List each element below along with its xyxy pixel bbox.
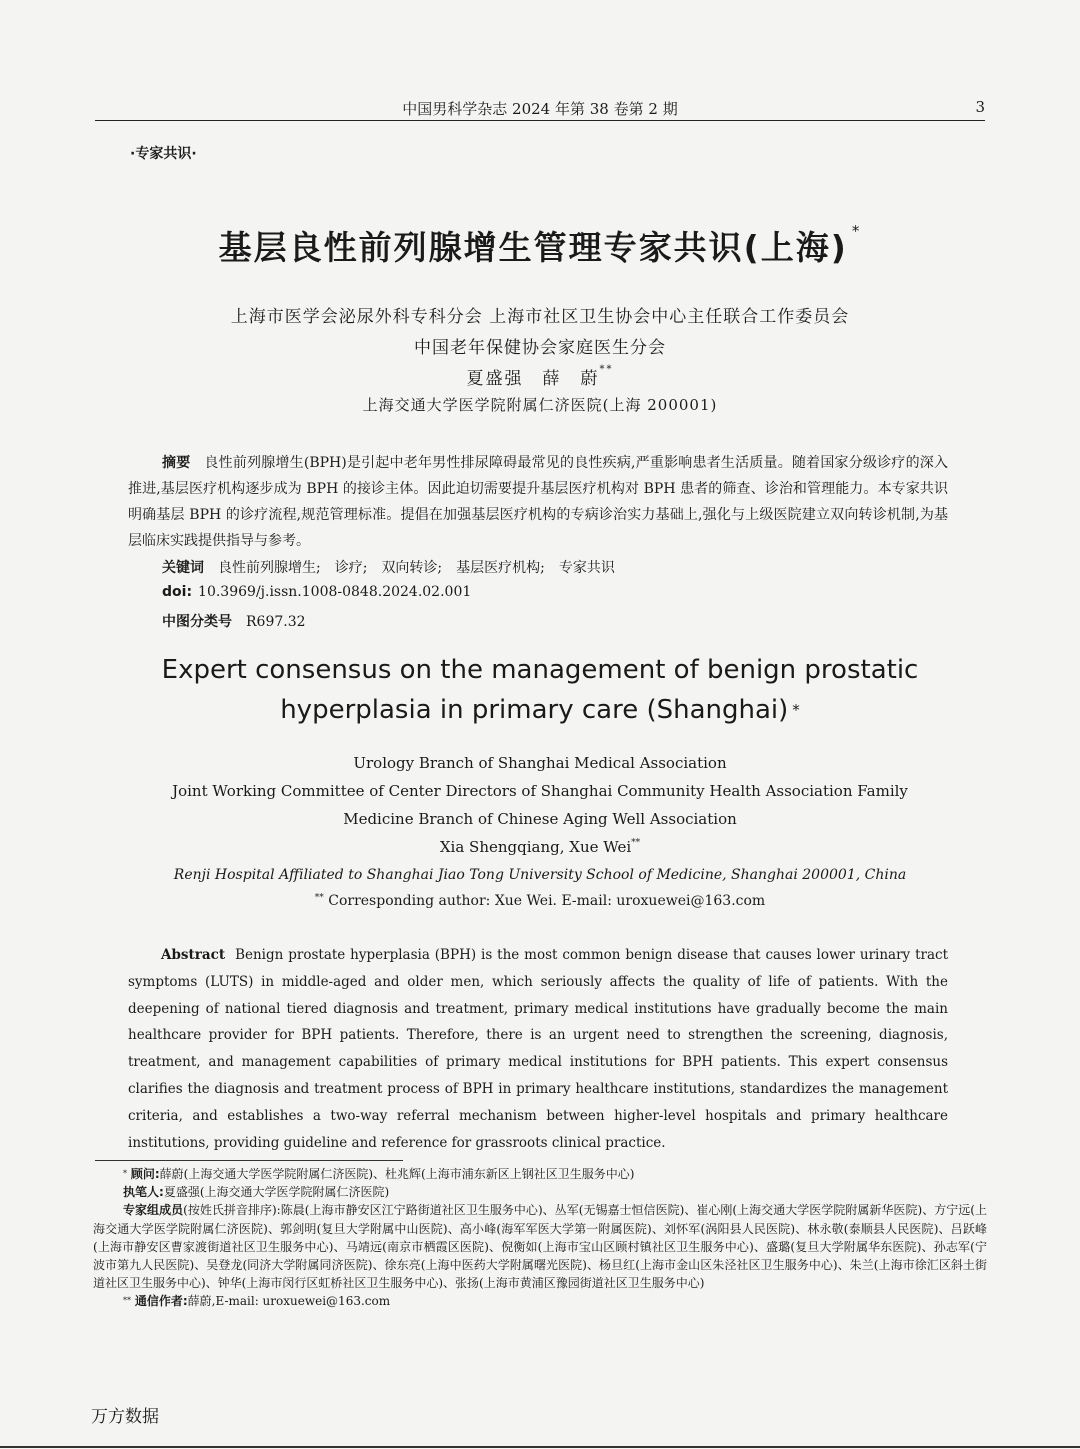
keywords-label: 关键词 [162, 560, 204, 576]
keyword-item: 诊疗; [334, 560, 368, 576]
database-watermark: 万方数据 [91, 1407, 159, 1427]
authors-en-names: Xia Shengqiang, Xue Wei [439, 838, 632, 856]
footnote-advisors-label: 顾问: [130, 1167, 160, 1181]
organization-en-line-2: Joint Working Committee of Center Directors of Shanghai Community Health Association Family [172, 782, 908, 800]
footnote-expert-group [93, 1201, 987, 1292]
title-en-line-1: Expert consensus on the management of benign prostatic [161, 655, 919, 685]
keyword-item: 良性前列腺增生; [218, 560, 321, 576]
footnote-writer-label: 执笔人: [123, 1185, 164, 1200]
article-title-en [0, 650, 1080, 730]
footnote-advisors-text: 薛蔚(上海交通大学医学院附属仁济医院)、杜兆辉(上海市浦东新区上钢社区卫生服务中心) [159, 1167, 635, 1181]
article-title-cn [0, 222, 1080, 269]
footnote-group-text: 陈晨(上海市静安区江宁路街道社区卫生服务中心)、丛军(无锡嘉士恒信医院)、崔心刚(上海交通大学医学院附属新华医院)、方宁远(上海交通大学医学院附属仁济医院)、郭剑明(复旦大学附属中山医院)、高小峰(海军军医大学第一附属医院)、刘怀军(涡阳县人民医院)、林永敬(泰顺县人民医院)、吕跃峰(上海市静安区曹家渡街道社区卫生服务中心)、马靖远(南京市栖霞区医院)、倪衡如(上海市宝山区顾村镇社区卫生服务中心)、盛璐(复旦大学附属华东医院)、孙志军(宁波市第九人民医院)、吴登龙(同济大学附属同济医院)、徐东亮(上海中医药大学附属曙光医院)、杨旦红(上海市金山区朱泾社区卫生服务中心)、朱兰(上海市徐汇区斜土街道社区卫生服务中心)、钟华(上海市闵行区虹桥社区卫生服务中心)、张扬(上海市黄浦区豫园街道社区卫生服务中心) [93, 1203, 987, 1291]
classification-line [162, 611, 306, 631]
classification-value: R697.32 [246, 614, 306, 630]
footnote-correspondence [93, 1292, 987, 1310]
footnote-writer-text: 夏盛强(上海交通大学医学院附属仁济医院) [163, 1185, 390, 1200]
abstract-en-label: Abstract [161, 947, 226, 963]
authors-cn-mark: ** [599, 364, 614, 375]
footnote-group-note: (按姓氏拼音排序): [183, 1203, 281, 1218]
footnote-divider [95, 1160, 403, 1161]
footnote-writer [93, 1183, 987, 1201]
authors-cn [0, 364, 1080, 389]
keyword-item: 双向转诊; [381, 560, 443, 576]
abstract-cn-label: 摘要 [162, 455, 191, 471]
page-number: 3 [975, 98, 985, 116]
title-cn-text: 基层良性前列腺增生管理专家共识(上海) [218, 228, 848, 267]
section-label: ·专家共识· [130, 146, 197, 162]
abstract-cn [128, 450, 948, 554]
authors-cn-names: 夏盛强 薛 蔚 [466, 369, 600, 389]
footnote-correspondence-label: 通信作者: [134, 1294, 188, 1309]
doi-value: 10.3969/j.issn.1008-0848.2024.02.001 [198, 584, 472, 600]
title-en-line-2: hyperplasia in primary care (Shanghai) [280, 695, 789, 725]
footnote-group-label: 专家组成员 [123, 1203, 184, 1218]
title-en-footnote-mark: * [792, 701, 800, 719]
organization-cn-line-1: 上海市医学会泌尿外科专科分会 上海市社区卫生协会中心主任联合工作委员会 [230, 307, 850, 327]
page-bottom-edge [0, 1446, 1080, 1448]
keyword-item: 基层医疗机构; [456, 560, 545, 576]
keywords-cn [162, 557, 629, 577]
doi-line [162, 584, 471, 600]
abstract-en-text: Benign prostate hyperplasia (BPH) is the most common benign disease that causes lower urinary tract symptoms (LUTS) in middle-aged and older men, which seriously affects the quality of life of patients. With the deepening of national tiered diagnosis and treatment, primary medical institutions have gradually become the main healthcare provider for BPH patients. Therefore, there is an urgent need to strengthen the screening, diagnosis, treatment, and management capabilities of primary medical institutions for BPH patients. This expert consensus clarifies the diagnosis and treatment process of BPH in primary healthcare institutions, standardizes the management criteria, and establishes a two-way referral mechanism between higher-level hospitals and primary healthcare institutions, providing guideline and reference for grassroots clinical practice. [128, 947, 948, 1151]
title-cn-footnote-mark: * [851, 222, 862, 240]
affiliation-en: Renji Hospital Affiliated to Shanghai Jiao Tong University School of Medicine, Shanghai 200001, China [173, 867, 907, 883]
corresponding-mark: ** [314, 893, 324, 903]
doi-label: doi: [162, 584, 193, 600]
footnote-advisors [93, 1165, 987, 1183]
authors-en [0, 838, 1080, 856]
organization-en-line-3: Medicine Branch of Chinese Aging Well Association [343, 810, 737, 828]
authors-en-mark: ** [631, 838, 641, 848]
footnote-correspondence-mark: ** [123, 1296, 131, 1306]
journal-citation: 中国男科学杂志 2024 年第 38 卷第 2 期 [402, 100, 678, 118]
footnotes [93, 1165, 987, 1311]
corresponding-author-en [0, 893, 1080, 909]
title-en-line-2-wrap [0, 690, 1080, 730]
keyword-item: 专家共识 [558, 560, 615, 576]
affiliation-cn: 上海交通大学医学院附属仁济医院(上海 200001) [362, 396, 718, 414]
footnote-correspondence-text: 薛蔚,E-mail: uroxuewei@163.com [187, 1294, 391, 1309]
corresponding-text: Corresponding author: Xue Wei. E-mail: uroxuewei@163.com [328, 893, 766, 909]
abstract-cn-text: 良性前列腺增生(BPH)是引起中老年男性排尿障碍最常见的良性疾病,严重影响患者生活质量。随着国家分级诊疗的深入推进,基层医疗机构逐步成为 BPH 的接诊主体。因此迫切需要提升基层医疗机构对 BPH 患者的筛查、诊治和管理能力。本专家共识明确基层 BPH 的诊疗流程,规范管理标准。提倡在加强基层医疗机构的专病诊治实力基础上,强化与上级医院建立双向转诊机制,为基层临床实践提供指导与参考。 [128, 455, 949, 549]
organization-en-line-1: Urology Branch of Shanghai Medical Association [353, 754, 727, 772]
organization-cn-line-2: 中国老年保健协会家庭医生分会 [414, 338, 666, 358]
footnote-advisors-mark: * [123, 1169, 127, 1178]
running-header [95, 96, 985, 121]
classification-label: 中图分类号 [162, 614, 232, 630]
abstract-en [128, 942, 948, 1156]
